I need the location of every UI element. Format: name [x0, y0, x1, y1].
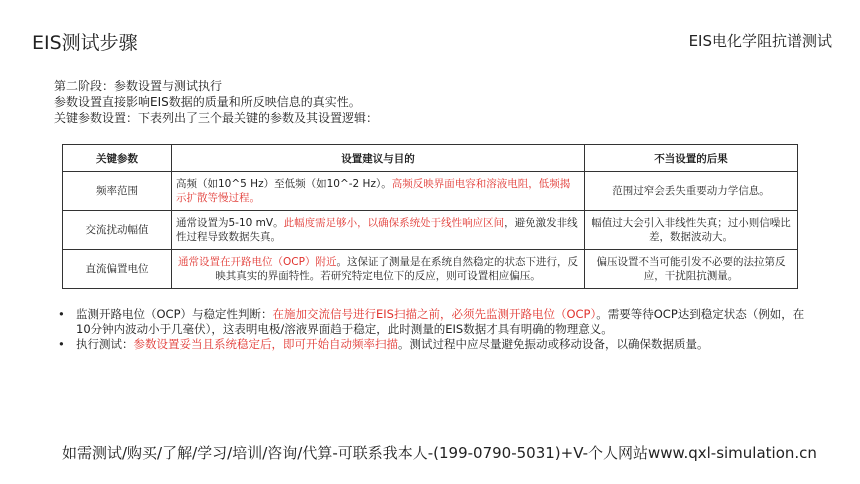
bullet-list — [58, 307, 808, 352]
column-header: 关键参数 — [63, 145, 172, 172]
advice-highlight: 通常设置在开路电位（OCP）附近 — [178, 256, 337, 268]
consequence-cell: 幅值过大会引入非线性失真；过小则信噪比差，数据波动大。 — [585, 211, 798, 250]
intro-text — [54, 78, 378, 126]
advice-text: ，避免激发非线性过程导致数据失真。 — [176, 217, 578, 243]
parameter-table — [62, 144, 798, 289]
param-cell: 直流偏置电位 — [63, 250, 172, 289]
list-item — [58, 307, 808, 337]
bullet-text: 执行测试： — [76, 337, 134, 351]
intro-line: 关键参数设置：下表列出了三个最关键的参数及其设置逻辑： — [54, 111, 379, 125]
table-header-row — [63, 145, 798, 172]
param-cell: 交流扰动幅值 — [63, 211, 172, 250]
column-header: 不当设置的后果 — [585, 145, 798, 172]
advice-highlight: 此幅度需足够小，以确保系统处于线性响应区间 — [283, 217, 505, 229]
table-row — [63, 211, 798, 250]
advice-cell — [172, 211, 585, 250]
bullet-highlight: 在施加交流信号进行EIS扫描之前，必须先监测开路电位（OCP） — [272, 307, 597, 321]
bullet-highlight: 参数设置妥当且系统稳定后，即可开始自动频率扫描 — [133, 337, 398, 351]
bullet-text: 。测试过程中应尽量避免振动或移动设备，以确保数据质量。 — [398, 337, 709, 351]
advice-cell — [172, 250, 585, 289]
intro-line: 第二阶段：参数设置与测试执行 — [54, 79, 223, 93]
bullet-text: 。需要等待OCP达到稳定状态（例如，在10分钟内波动小于几毫伏），这表明电极/溶液界面趋于稳定，此时测量的EIS数据才具有明确的物理意义。 — [76, 307, 805, 336]
advice-cell — [172, 172, 585, 211]
advice-text: 。这保证了测量是在系统自然稳定的状态下进行，反映其真实的界面特性。若研究特定电位下的反应，则可设置相应偏压。 — [215, 256, 578, 282]
advice-text: 通常设置为5-10 mV。 — [176, 217, 284, 229]
list-item — [58, 337, 808, 352]
intro-line: 参数设置直接影响EIS数据的质量和所反映信息的真实性。 — [54, 95, 361, 109]
column-header: 设置建议与目的 — [172, 145, 585, 172]
bullet-text: 监测开路电位（OCP）与稳定性判断： — [76, 307, 273, 321]
param-cell: 频率范围 — [63, 172, 172, 211]
page-title: EIS测试步骤 — [32, 32, 138, 54]
advice-highlight: 高频反映界面电容和溶液电阻，低频揭示扩散等慢过程。 — [176, 178, 571, 204]
bullet-dot-icon: • — [58, 337, 65, 351]
consequence-cell: 偏压设置不当可能引发不必要的法拉第反应，干扰阻抗测量。 — [585, 250, 798, 289]
contact-footer: 如需测试/购买/了解/学习/培训/咨询/代算-可联系我本人-(199-0790-5031)+V-个人网站www.qxl-simulation.cn — [62, 444, 817, 462]
advice-text: 高频（如10^5 Hz）至低频（如10^-2 Hz）。 — [176, 178, 392, 190]
bullet-dot-icon: • — [58, 307, 65, 321]
table-row — [63, 250, 798, 289]
brand-title: EIS电化学阻抗谱测试 — [688, 32, 832, 50]
consequence-cell: 范围过窄会丢失重要动力学信息。 — [585, 172, 798, 211]
table-row — [63, 172, 798, 211]
